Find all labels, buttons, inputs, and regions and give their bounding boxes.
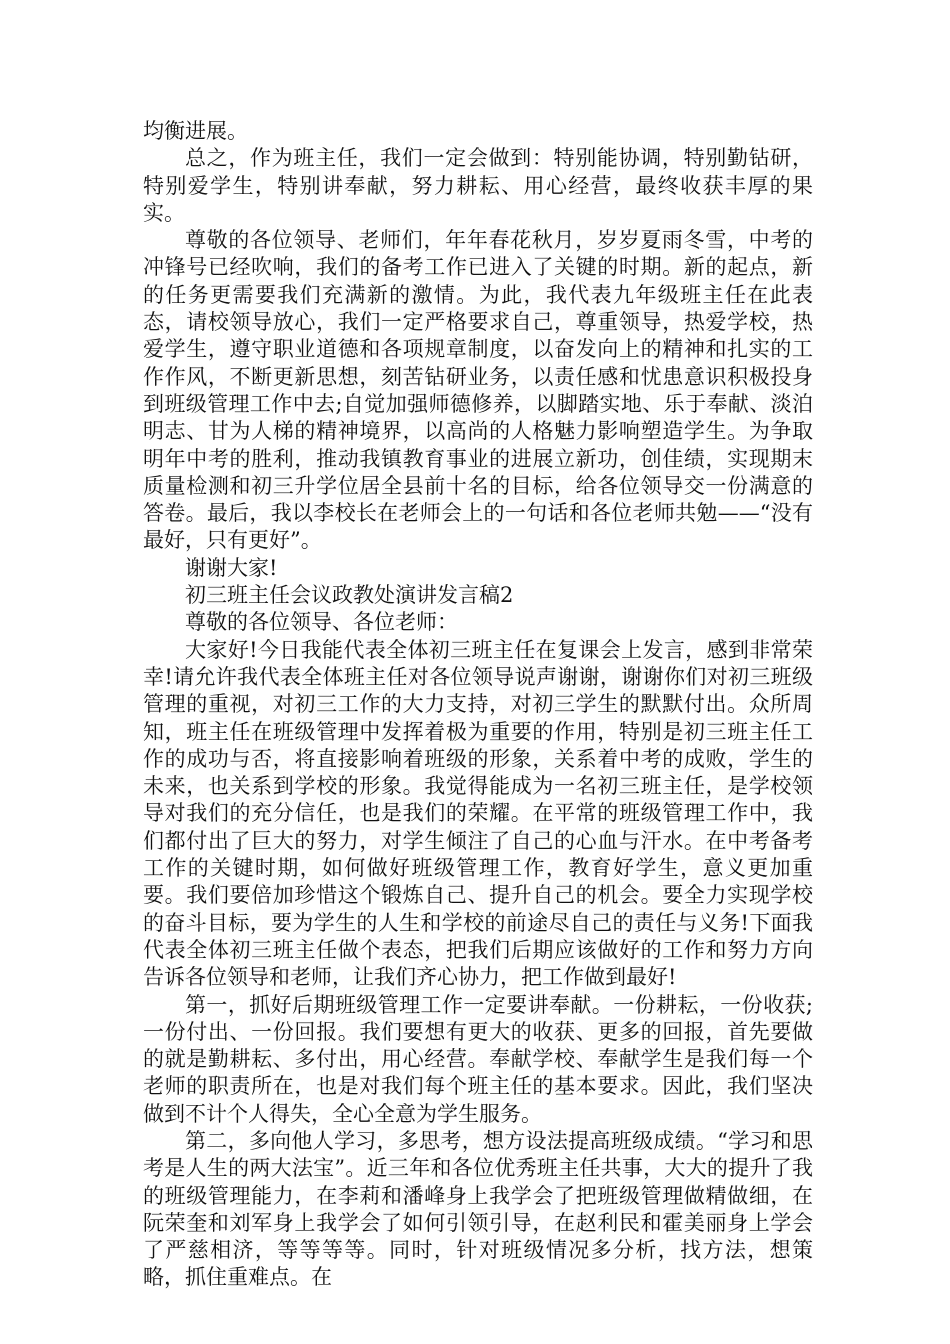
paragraph-greeting: 大家好!今日我能代表全体初三班主任在复课会上发言，感到非常荣幸!请允许我代表全体班主任对各位领导说声谢谢，谢谢你们对初三班级管理的重视，对初三工作的大力支持，对初三学生的默默付出。众所周知，班主任在班级管理中发挥着极为重要的作用，特别是初三班主任工作的成功与否，将直接影响着班级的形象，关系着中考的成败，学生的未来，也关系到学校的形象。我觉得能成为一名初三班主任，是学校领导对我们的充分信任，也是我们的荣耀。在平常的班级管理工作中，我们都付出了巨大的努力，对学生倾注了自己的心血与汗水。在中考备考工作的关键时期，如何做好班级管理工作，教育好学生，意义更加重要。我们要倍加珍惜这个锻炼自己、提升自己的机会。要全力实现学校的奋斗目标，要为学生的人生和学校的前途尽自己的责任与义务!下面我代表全体初三班主任做个表态，把我们后期应该做好的工作和努力方向告诉各位领导和老师，让我们齐心协力，把工作做到最好! (143, 637, 813, 990)
salutation: 尊敬的各位领导、各位老师： (185, 610, 458, 635)
section-title: 初三班主任会议政教处演讲发言稿2 (185, 583, 514, 608)
paragraph-continuation: 均衡进展。 (143, 119, 248, 143)
paragraph-pledge: 尊敬的各位领导、老师们，年年春花秋月，岁岁夏雨冬雪，中考的冲锋号已经吹响，我们的备考工作已进入了关键的时期。新的起点，新的任务更需要我们充满新的激情。为此，我代表九年级班主任在此表态，请校领导放心，我们一定严格要求自己，尊重领导，热爱学校，热爱学生，遵守职业道德和各项规章制度，以奋发向上的精神和扎实的工作作风，不断更新思想，刻苦钻研业务，以责任感和忧患意识积极投身到班级管理工作中去;自觉加强师德修养，以脚踏实地、乐于奉献、淡泊明志、甘为人梯的精神境界，以高尚的人格魅力影响塑造学生。为争取明年中考的胜利，推动我镇教育事业的进展立新功，创佳绩，实现期末质量检测和初三升学位居全县前十名的目标，给各位领导交一份满意的答卷。最后，我以李校长在老师会上的一句话和各位老师共勉——“没有最好，只有更好”。 (143, 228, 813, 553)
paragraph-summary: 总之，作为班主任，我们一定会做到：特别能协调，特别勤钻研，特别爱学生，特别讲奉献，努力耕耘、用心经营，最终收获丰厚的果实。 (143, 146, 813, 225)
document-page (143, 118, 813, 1292)
paragraph-point-one: 第一，抓好后期班级管理工作一定要讲奉献。一份耕耘，一份收获;一份付出、一份回报。我们要想有更大的收获、更多的回报，首先要做的就是勤耕耘、多付出，用心经营。奉献学校、奉献学生是我们每一个老师的职责所在，也是对我们每个班主任的基本要求。因此，我们坚决做到不计个人得失，全心全意为学生服务。 (143, 992, 813, 1126)
paragraph-thanks: 谢谢大家! (185, 555, 278, 580)
paragraph-point-two: 第二，多向他人学习，多思考，想方设法提高班级成绩。“学习和思考是人生的两大法宝”。近三年和各位优秀班主任共事，大大的提升了我的班级管理能力，在李莉和潘峰身上我学会了把班级管理做精做细，在阮荣奎和刘军身上我学会了如何引领引导，在赵利民和霍美丽身上学会了严慈相济，等等等等。同时，针对班级情况多分析，找方法，想策略，抓住重难点。在 (143, 1128, 813, 1290)
